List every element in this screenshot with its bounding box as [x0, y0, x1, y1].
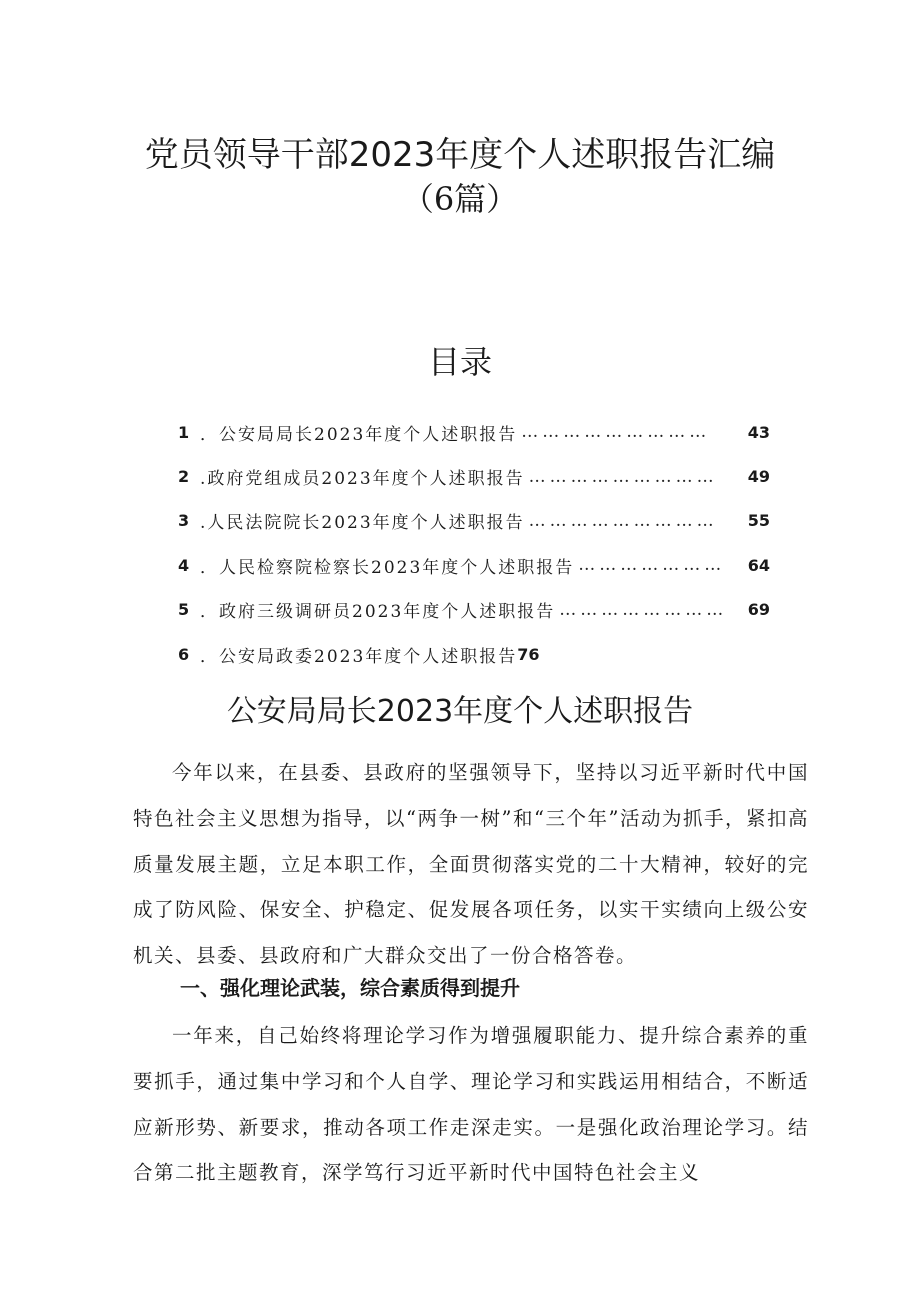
toc-item-leader: ……………………… [528, 466, 718, 487]
toc-item[interactable] [178, 543, 770, 587]
toc-item-title: ．公安局局长2023年度个人述职报告 [200, 424, 518, 445]
section-heading: 一、强化理论武装，综合素质得到提升 [180, 976, 520, 1000]
document-title: 党员领导干部2023年度个人述职报告汇编 [144, 135, 776, 175]
toc-item-number: 2 [178, 467, 190, 487]
toc-item[interactable] [178, 454, 770, 498]
toc-item[interactable] [178, 588, 770, 632]
toc-item-page: 43 [747, 422, 770, 442]
toc-item-leader: ………………… [578, 555, 726, 576]
body-paragraph: 一年来，自己始终将理论学习作为增强履职能力、提升综合素养的重要抓手，通过集中学习和个人自学、理论学习和实践运用相结合，不断适应新形势、新要求，推动各项工作走深走实。一是强化政治理论学习。结合第二批主题教育，深学笃行习近平新时代中国特色社会主义 [133, 1024, 809, 1185]
toc-item-page: 69 [747, 600, 770, 620]
toc-item-number: 3 [178, 511, 190, 531]
toc-item-number: 4 [178, 555, 190, 575]
toc-item-number: 5 [178, 600, 190, 620]
toc-item-title: ．公安局政委2023年度个人述职报告 [200, 646, 518, 667]
toc-item-page: 76 [517, 644, 540, 664]
body-paragraph: 今年以来，在县委、县政府的坚强领导下，坚持以习近平新时代中国特色社会主义思想为指导，以“两争一树”和“三个年”活动为抓手，紧扣高质量发展主题，立足本职工作，全面贯彻落实党的二十大精神，较好的完成了防风险、保安全、护稳定、促发展各项任务，以实干实绩向上级公安机关、县委、县政府和广大群众交出了一份合格答卷。 [133, 761, 809, 968]
toc-item-number: 6 [178, 644, 190, 664]
toc-item[interactable] [178, 499, 770, 543]
toc-item-title: ．政府三级调研员2023年度个人述职报告 [200, 602, 556, 623]
toc-item-page: 55 [747, 511, 770, 531]
toc-item-title: .人民法院院长2023年度个人述职报告 [200, 513, 525, 534]
toc-item-leader: …………………… [559, 599, 728, 620]
toc-heading: 目录 [427, 343, 492, 381]
toc-item-title: .政府党组成员2023年度个人述职报告 [200, 469, 525, 490]
toc-item-page: 64 [747, 555, 770, 575]
toc-item[interactable] [178, 632, 770, 676]
toc-item-leader: ……………………… [528, 510, 718, 531]
table-of-contents [178, 410, 770, 676]
toc-item-number: 1 [178, 422, 190, 442]
toc-item-leader: ……………………… [521, 422, 711, 443]
document-subtitle: （6篇） [401, 180, 519, 218]
toc-item-page: 49 [747, 467, 770, 487]
toc-item[interactable] [178, 410, 770, 454]
section-title: 公安局局长2023年度个人述职报告 [226, 694, 694, 729]
toc-item-title: ．人民检察院检察长2023年度个人述职报告 [200, 557, 575, 578]
